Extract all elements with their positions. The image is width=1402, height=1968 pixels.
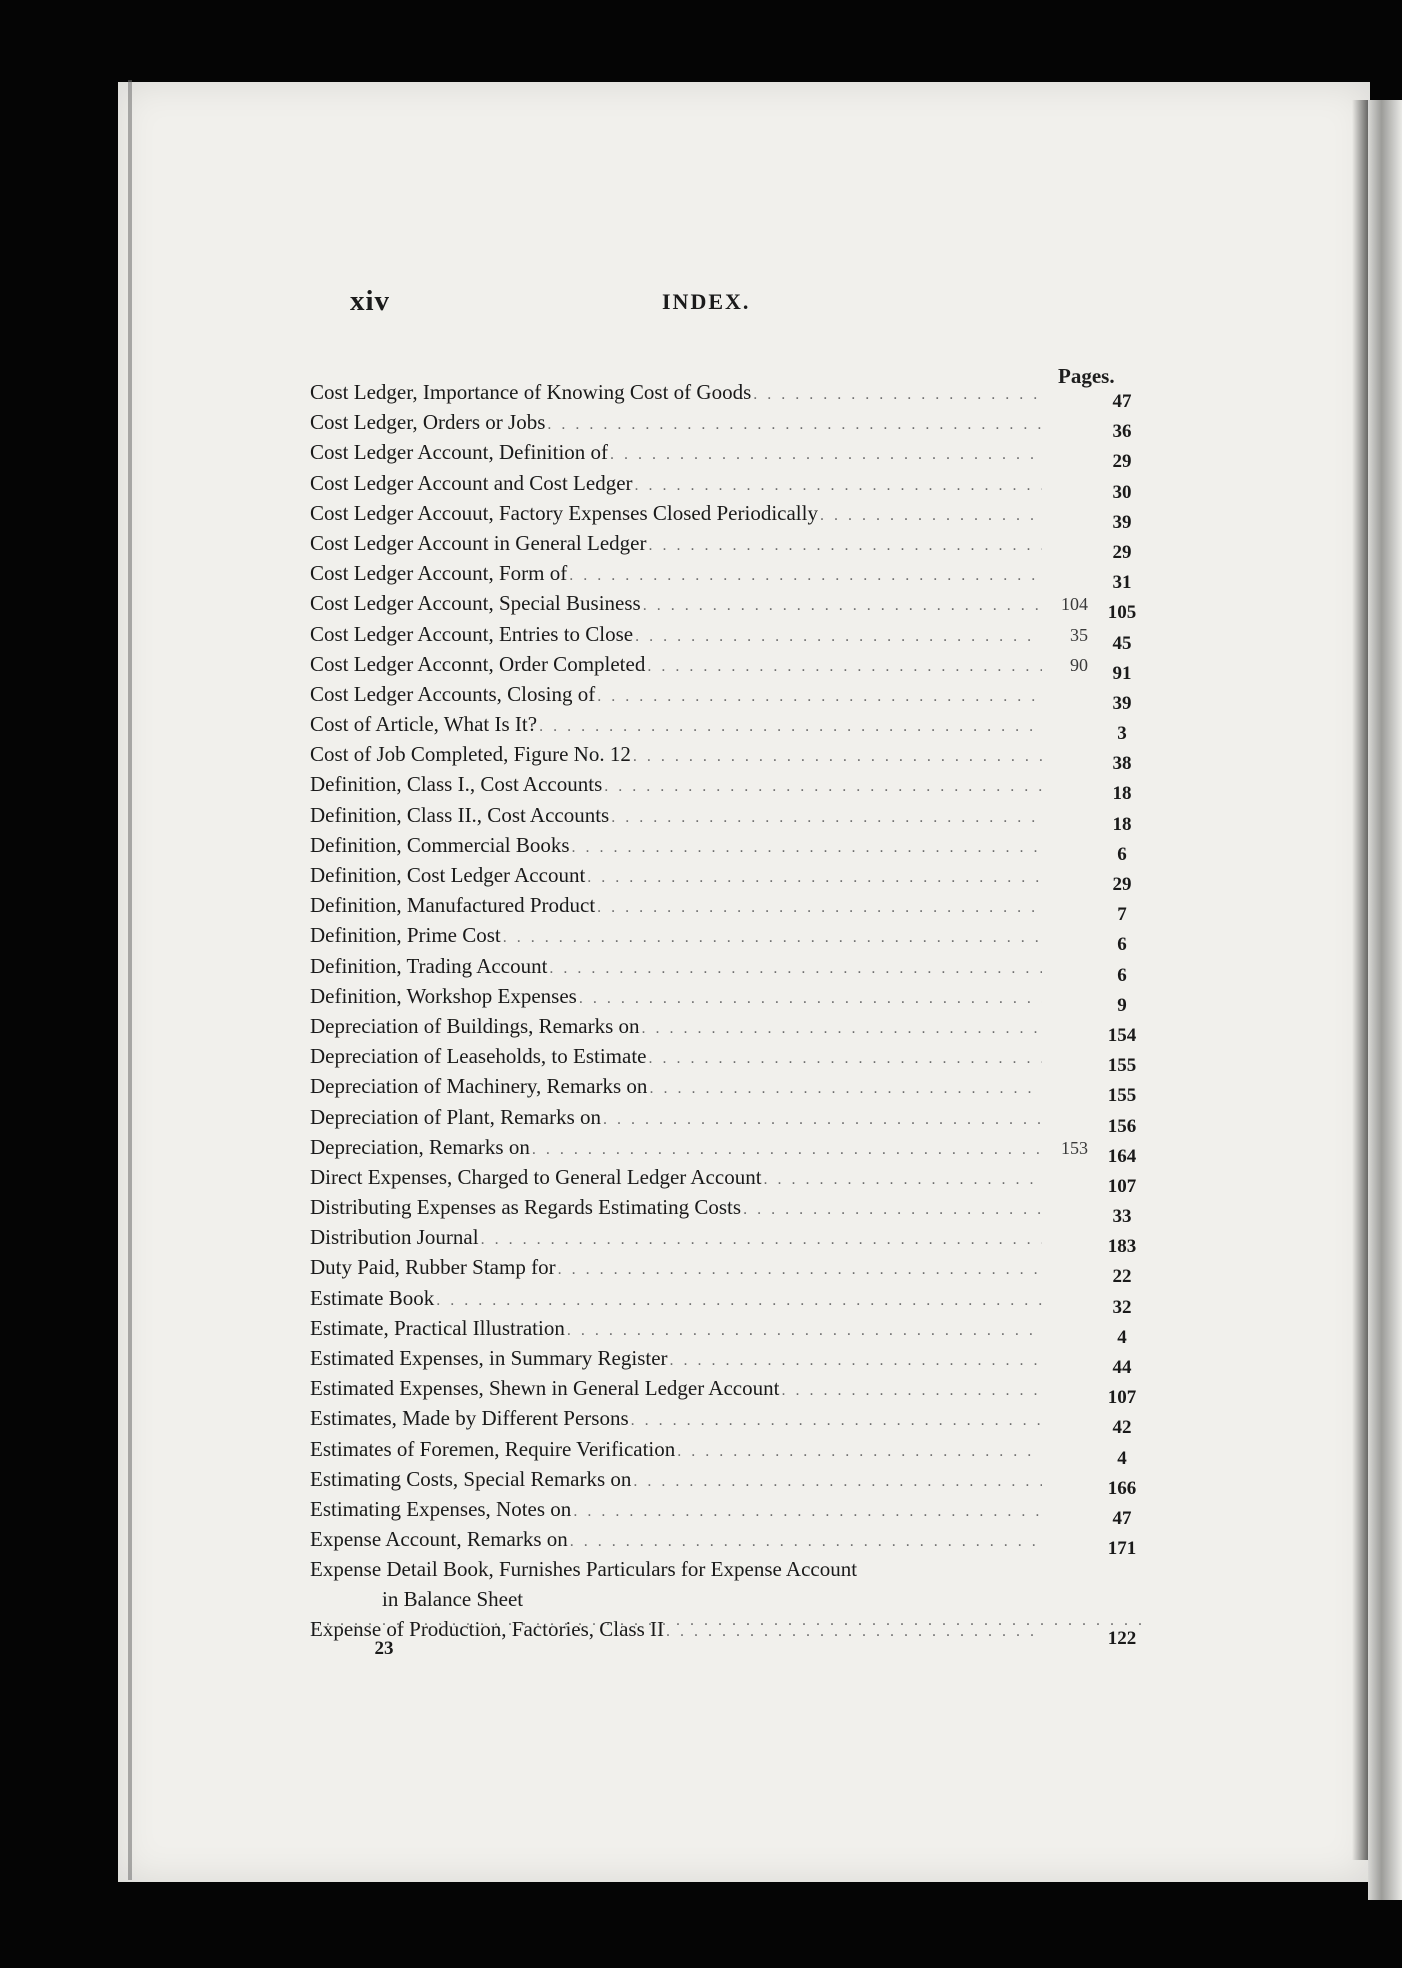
index-entry <box>310 682 1150 712</box>
entry-text: Cost Ledger Account, Form of <box>310 561 568 586</box>
dot-leader <box>647 658 1042 676</box>
index-entry <box>310 893 1150 926</box>
index-entry <box>310 440 1150 473</box>
entry-text: Estimates, Made by Different Persons <box>310 1406 629 1431</box>
index-entry <box>310 1376 1150 1409</box>
entry-page-number: 154 <box>1107 1024 1137 1046</box>
dot-leader <box>587 869 1042 887</box>
dot-leader <box>539 718 1042 736</box>
index-entry <box>310 923 1150 956</box>
entry-text: Cost Ledger Account, Definition of <box>310 440 609 465</box>
index-entry <box>310 772 1150 805</box>
dot-leader <box>631 1412 1042 1430</box>
index-entry <box>310 1286 1150 1316</box>
index-entry <box>310 531 1150 561</box>
entry-text: Distributing Expenses as Regards Estimating Costs <box>310 1195 742 1220</box>
entry-text: Definition, Manufactured Product <box>310 893 596 918</box>
dot-leader <box>573 1503 1042 1521</box>
entry-text: Cost of Job Completed, Figure No. 12 <box>310 742 631 767</box>
dot-leader <box>567 1322 1042 1340</box>
entry-text: Direct Expenses, Charged to General Ledger Account <box>310 1164 762 1189</box>
dot-leader <box>648 1050 1042 1068</box>
entry-text: Cost Ledger, Importance of Knowing Cost of Goods <box>310 380 752 404</box>
entry-ref-page: 153 <box>1061 1137 1088 1158</box>
pages-column-heading: Pages. <box>1058 364 1115 388</box>
dot-leader <box>436 1292 1042 1310</box>
entry-text: Estimates of Foremen, Require Verification <box>310 1436 676 1461</box>
entry-page-number: 36 <box>1112 421 1132 443</box>
entry-text: Duty Paid, Rubber Stamp for <box>310 1255 556 1280</box>
dot-leader <box>633 748 1042 766</box>
entry-text: Depreciation of Buildings, Remarks on <box>310 1013 640 1038</box>
entry-page-number: 18 <box>1112 813 1132 835</box>
dot-leader <box>633 1473 1042 1491</box>
entry-page-number: 6 <box>1117 934 1127 956</box>
entry-text: Definition, Workshop Expenses <box>310 983 577 1008</box>
index-entry <box>310 833 1150 863</box>
entry-page-number: 47 <box>1112 1507 1132 1529</box>
entry-text: Cost Ledger Account, Special Business <box>310 591 641 616</box>
entry-text: Cost Ledger Account in General Ledger <box>310 530 647 555</box>
entry-text: Depreciation of Plant, Remarks on <box>310 1104 602 1129</box>
dot-leader <box>677 1443 1042 1461</box>
entry-text-second-line: in Balance Sheet <box>382 1587 524 1612</box>
entry-page-number: 18 <box>1112 783 1132 805</box>
entry-page-number: 29 <box>1112 451 1132 473</box>
entry-ref-page: 104 <box>1061 594 1088 615</box>
entry-page-number: 29 <box>1112 874 1132 895</box>
entry-page-number: 39 <box>1112 511 1132 533</box>
dot-leader <box>570 1533 1042 1551</box>
running-title: INDEX. <box>662 289 751 314</box>
entry-page-number: 6 <box>1117 964 1127 986</box>
dot-leader <box>549 960 1042 978</box>
dot-leader <box>648 537 1042 555</box>
entry-page-number: 44 <box>1112 1357 1132 1378</box>
entry-page-number: 155 <box>1107 1085 1137 1107</box>
entry-page-number: 183 <box>1107 1236 1137 1258</box>
index-entry <box>310 591 1150 624</box>
index-entry <box>310 1255 1150 1288</box>
entry-page-number: 33 <box>1112 1206 1132 1228</box>
index-entry <box>310 1044 1150 1077</box>
entry-ref-page: 90 <box>1070 654 1088 675</box>
index-list <box>310 380 1150 1660</box>
index-entry <box>310 1195 1150 1228</box>
entry-page-number: 164 <box>1107 1145 1137 1167</box>
entry-page-number: 156 <box>1107 1115 1137 1137</box>
entry-page-number: 42 <box>1112 1417 1132 1439</box>
entry-page-number: 32 <box>1112 1296 1132 1318</box>
entry-text: Depreciation, Remarks on <box>310 1134 530 1159</box>
entry-text: Estimating Costs, Special Remarks on <box>310 1466 632 1491</box>
entry-text: Estimated Expenses, in Summary Register <box>310 1346 668 1370</box>
dot-leader <box>820 507 1042 525</box>
index-entry <box>310 1497 1150 1527</box>
dot-leader <box>670 1352 1042 1370</box>
index-entry <box>310 1346 1150 1376</box>
dot-leader <box>572 839 1042 857</box>
dot-leader <box>764 1171 1042 1189</box>
dot-leader <box>666 1623 1042 1641</box>
entry-text: Estimated Expenses, Shewn in General Ledger Account <box>310 1376 780 1401</box>
dot-leader <box>597 899 1042 917</box>
entry-page-number: 3 <box>1117 723 1127 745</box>
dot-leader <box>643 597 1042 615</box>
dot-leader <box>579 990 1042 1008</box>
index-entry <box>310 501 1150 531</box>
entry-text: Cost Ledger Account and Cost Ledger <box>310 470 633 495</box>
index-entry <box>310 1527 1150 1560</box>
dot-leader <box>604 778 1042 796</box>
entry-text: Estimate, Practical Illustration <box>310 1315 565 1340</box>
dot-leader <box>481 1231 1042 1249</box>
entry-text: Definition, Class II., Cost Accounts <box>310 802 610 827</box>
entry-page-number: 166 <box>1107 1477 1137 1499</box>
dot-leader <box>642 1020 1042 1038</box>
entry-page-number: 23 <box>374 1638 394 1660</box>
entry-text: Definition, Class I., Cost Accounts <box>310 772 603 797</box>
entry-text: Expense of Production, Factories, Class II <box>310 1617 665 1642</box>
dot-leader <box>753 386 1042 404</box>
entry-page-number: 39 <box>1112 692 1132 714</box>
index-entry <box>310 410 1150 443</box>
dot-leader <box>597 688 1042 706</box>
entry-page-number: 38 <box>1112 753 1132 775</box>
dot-leader <box>503 929 1042 947</box>
index-entry <box>310 1165 1150 1195</box>
entry-page-number: 4 <box>1117 1447 1127 1469</box>
entry-page-number: 30 <box>1112 481 1132 503</box>
dot-leader <box>547 416 1042 434</box>
page-header <box>350 285 790 325</box>
entry-page-number: 31 <box>1112 572 1132 594</box>
entry-page-number: 107 <box>1107 1175 1137 1197</box>
entry-text: Cost Ledger Accouut, Factory Expenses Closed Periodically <box>310 500 818 525</box>
index-entry <box>310 1437 1150 1467</box>
dot-leader <box>781 1382 1042 1400</box>
dot-leader <box>603 1111 1042 1129</box>
entry-text: Cost of Article, What Is It? <box>310 712 538 737</box>
page-left-edge <box>128 80 132 1880</box>
entry-page-number: 7 <box>1117 904 1127 926</box>
dot-leader <box>635 477 1042 495</box>
index-entry <box>310 1467 1150 1497</box>
index-entry <box>310 380 1150 410</box>
dot-leader <box>569 567 1042 585</box>
entry-page-number: 171 <box>1107 1538 1137 1560</box>
dot-leader <box>649 1080 1042 1098</box>
entry-page-number: 107 <box>1107 1387 1137 1409</box>
index-entry <box>310 471 1150 501</box>
index-entry <box>310 622 1150 652</box>
dot-leader <box>610 446 1042 464</box>
dot-leader <box>743 1201 1042 1219</box>
page-right-edge <box>1368 100 1402 1900</box>
index-entry <box>310 1074 1150 1107</box>
dot-leader <box>532 1141 1042 1159</box>
entry-page-number: 47 <box>1112 391 1132 412</box>
dot-leader <box>635 628 1042 646</box>
index-entry <box>310 863 1150 893</box>
entry-page-number: 45 <box>1112 632 1132 654</box>
index-entry <box>310 1406 1150 1439</box>
index-entry <box>310 1316 1150 1346</box>
entry-page-number: 122 <box>1107 1628 1137 1650</box>
entry-text: Distribution Journal <box>310 1225 479 1250</box>
entry-text: Depreciation of Leaseholds, to Estimate <box>310 1044 647 1069</box>
dot-leader <box>611 809 1042 827</box>
entry-text: Definition, Trading Account <box>310 953 548 978</box>
entry-page-number: 105 <box>1107 602 1137 624</box>
entry-text: Depreciation of Machinery, Remarks on <box>310 1074 648 1099</box>
index-entry <box>310 652 1150 682</box>
entry-text: Expense Account, Remarks on <box>310 1527 568 1552</box>
page-folio: xiv <box>350 285 391 317</box>
entry-text: Estimate Book <box>310 1285 435 1310</box>
binding-shadow <box>1352 100 1368 1860</box>
index-entry <box>310 1225 1150 1258</box>
entry-text-first-line: Expense Detail Book, Furnishes Particulars for Expense Account <box>310 1557 858 1582</box>
index-entry <box>310 1105 1150 1135</box>
index-entry <box>310 1014 1150 1044</box>
entry-text: Definition, Prime Cost <box>310 923 501 948</box>
dot-leader <box>558 1261 1042 1279</box>
entry-text: Definition, Commercial Books <box>310 832 570 857</box>
entry-page-number: 155 <box>1107 1055 1137 1077</box>
entry-text: Cost Ledger, Orders or Jobs <box>310 410 546 435</box>
entry-text: Cost Ledger Acconnt, Order Completed <box>310 651 646 676</box>
index-entry <box>310 712 1150 745</box>
entry-text: Estimating Expenses, Notes on <box>310 1496 572 1521</box>
index-entry <box>310 561 1150 594</box>
entry-page-number: 4 <box>1117 1326 1127 1348</box>
index-entry <box>310 742 1150 775</box>
entry-ref-page: 35 <box>1070 624 1088 645</box>
entry-page-number: 6 <box>1117 843 1127 865</box>
index-entry <box>310 954 1150 984</box>
entry-text: Definition, Cost Ledger Account <box>310 863 586 887</box>
entry-page-number: 91 <box>1112 662 1132 684</box>
entry-text: Cost Ledger Account, Entries to Close <box>310 621 634 646</box>
index-entry <box>310 803 1150 833</box>
index-entry <box>310 1135 1150 1165</box>
entry-page-number: 29 <box>1112 541 1132 563</box>
entry-text: Cost Ledger Accounts, Closing of <box>310 681 596 706</box>
index-entry <box>310 984 1150 1014</box>
entry-page-number: 22 <box>1112 1266 1132 1288</box>
entry-page-number: 9 <box>1117 994 1127 1016</box>
